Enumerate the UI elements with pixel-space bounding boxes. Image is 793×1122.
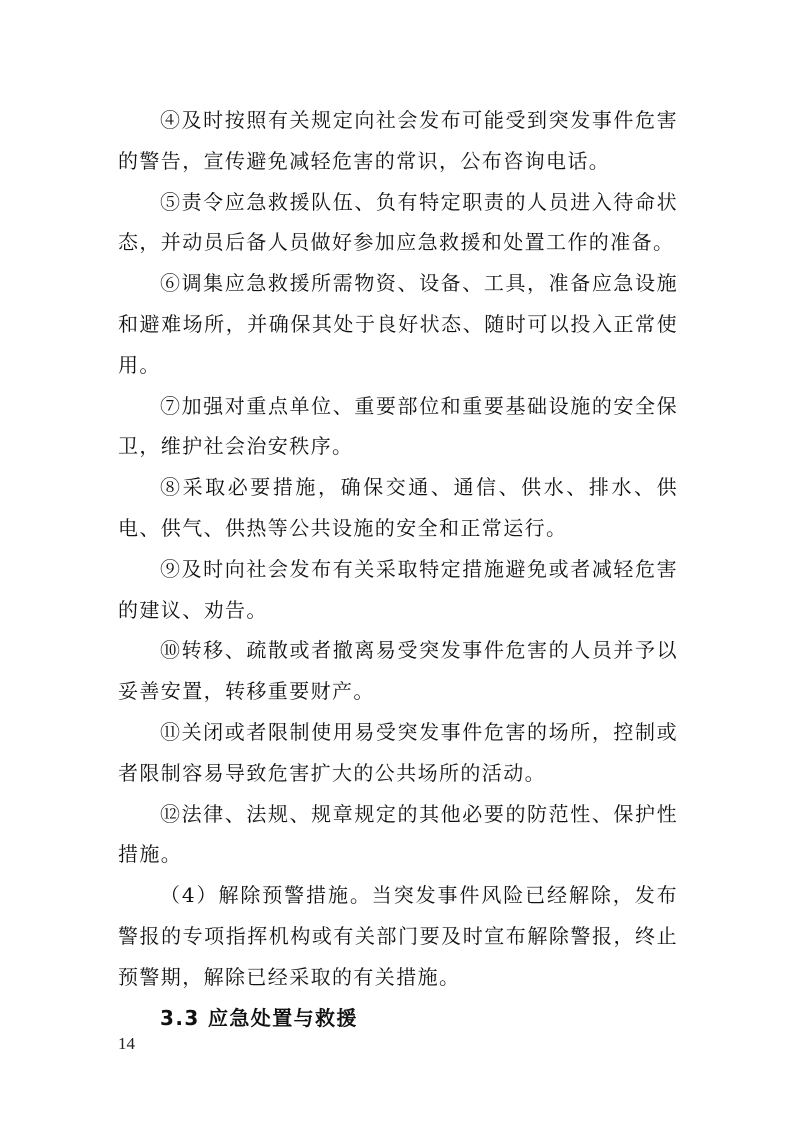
paragraph-item-4: ④及时按照有关规定向社会发布可能受到突发事件危害的警告，宣传避免减轻危害的常识，公布咨询电话。: [118, 108, 678, 173]
paragraph-lift-warning: （4）解除预警措施。当突发事件风险已经解除，发布警报的专项指挥机构或有关部门要及时宣布解除警报，终止预警期，解除已经采取的有关措施。: [118, 883, 678, 989]
page-number: 14: [118, 1034, 135, 1053]
paragraph-item-12: ⑫法律、法规、规章规定的其他必要的防范性、保护性措施。: [118, 801, 678, 867]
paragraph-item-8: ⑧采取必要措施，确保交通、通信、供水、排水、供电、供气、供热等公共设施的安全和正常运行。: [118, 475, 678, 540]
section-heading: 3.3 应急处置与救援: [160, 1005, 358, 1030]
paragraph-item-6: ⑥调集应急救援所需物资、设备、工具，准备应急设施和避难场所，并确保其处于良好状态、随时可以投入正常使用。: [118, 271, 678, 377]
paragraph-item-11: ⑪关闭或者限制使用易受突发事件危害的场所，控制或者限制容易导致危害扩大的公共场所的活动。: [118, 719, 678, 785]
paragraph-item-7: ⑦加强对重点单位、重要部位和重要基础设施的安全保卫，维护社会治安秩序。: [118, 393, 678, 459]
paragraph-item-10: ⑩转移、疏散或者撤离易受突发事件危害的人员并予以妥善安置，转移重要财产。: [118, 638, 678, 704]
paragraph-item-5: ⑤责令应急救援队伍、负有特定职责的人员进入待命状态，并动员后备人员做好参加应急救援和处置工作的准备。: [118, 189, 678, 255]
document-body: [118, 100, 678, 1038]
paragraph-item-9: ⑨及时向社会发布有关采取特定措施避免或者减轻危害的建议、劝告。: [118, 556, 678, 622]
